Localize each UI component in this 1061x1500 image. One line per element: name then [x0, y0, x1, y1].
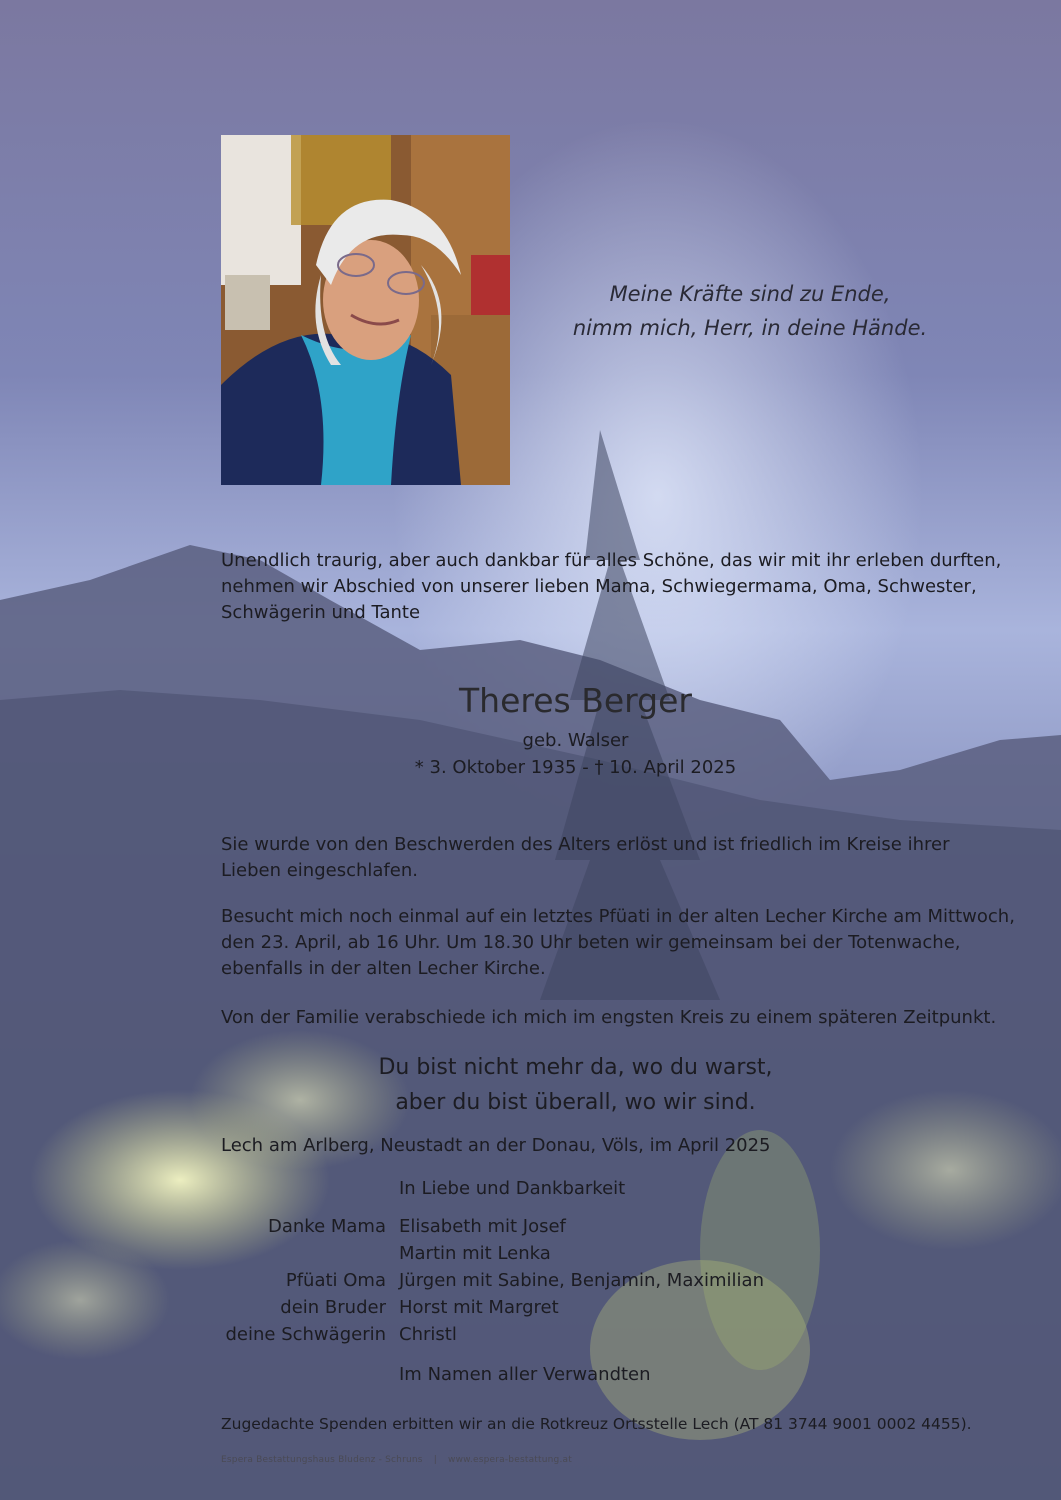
paragraph-line: Sie wurde von den Beschwerden des Alters erlöst und ist friedlich im Kreise ihrer — [221, 834, 950, 855]
intro-line-1: Unendlich traurig, aber auch dankbar für alles Schöne, das wir mit ihr erleben durften, — [221, 550, 1002, 571]
footer — [221, 1455, 572, 1465]
mourner-names: Jürgen mit Sabine, Benjamin, Maximilian — [399, 1270, 764, 1291]
place-date: Lech am Arlberg, Neustadt an der Donau, Völs, im April 2025 — [221, 1135, 771, 1156]
intro-line-2: nehmen wir Abschied von unserer lieben Mama, Schwiegermama, Oma, Schwester, — [221, 576, 977, 597]
paragraph-line: den 23. April, ab 16 Uhr. Um 18.30 Uhr beten wir gemeinsam bei der Totenwache, — [221, 932, 961, 953]
paragraph-line: Besucht mich noch einmal auf ein letztes Pfüati in der alten Lecher Kirche am Mittwoch, — [221, 906, 1015, 927]
life-dates: * 3. Oktober 1935 - † 10. April 2025 — [414, 757, 737, 778]
mourners-heading: In Liebe und Dankbarkeit — [399, 1178, 626, 1199]
donation-note: Zugedachte Spenden erbitten wir an die Rotkreuz Ortsstelle Lech (AT 81 3744 9001 0002 4455). — [221, 1415, 972, 1433]
footer-company: Espera Bestattungshaus Bludenz - Schruns — [221, 1455, 423, 1465]
mourner-label: dein Bruder — [280, 1297, 386, 1318]
motto-line-1: Du bist nicht mehr da, wo du warst, — [378, 1055, 773, 1080]
mourner-label: Danke Mama — [267, 1216, 386, 1237]
deceased-name: Theres Berger — [459, 681, 692, 720]
mourner-label: deine Schwägerin — [225, 1324, 386, 1345]
portrait-photo — [221, 135, 510, 485]
closing-motto — [0, 1050, 1061, 1120]
paragraph-visitation — [221, 904, 1015, 982]
intro-line-3: Schwägerin und Tante — [221, 602, 421, 623]
mourner-label: Pfüati Oma — [285, 1270, 386, 1291]
footer-website[interactable]: www.espera-bestattung.at — [448, 1455, 572, 1465]
mourners-closing: Im Namen aller Verwandten — [399, 1364, 651, 1385]
mourner-names: Martin mit Lenka — [399, 1243, 551, 1264]
paragraph-burial — [221, 1005, 1001, 1031]
paragraph-line: Lieben eingeschlafen. — [221, 860, 418, 881]
paragraph-passing — [221, 832, 1001, 884]
intro-text — [221, 548, 1002, 626]
quote-line-2: nimm mich, Herr, in deine Hände. — [572, 316, 928, 340]
mourner-names: Elisabeth mit Josef — [399, 1216, 566, 1237]
paragraph-line: Von der Familie verabschiede ich mich im engsten Kreis zu einem späteren Zeitpunkt. — [221, 1007, 997, 1028]
maiden-name: geb. Walser — [522, 730, 629, 751]
mourner-names: Christl — [399, 1324, 457, 1345]
opening-quote — [560, 277, 940, 345]
mourner-names: Horst mit Margret — [399, 1297, 559, 1318]
motto-line-2: aber du bist überall, wo wir sind. — [395, 1090, 756, 1115]
paragraph-line: ebenfalls in der alten Lecher Kirche. — [221, 958, 546, 979]
footer-separator: | — [433, 1455, 437, 1465]
quote-line-1: Meine Kräfte sind zu Ende, — [609, 282, 891, 306]
